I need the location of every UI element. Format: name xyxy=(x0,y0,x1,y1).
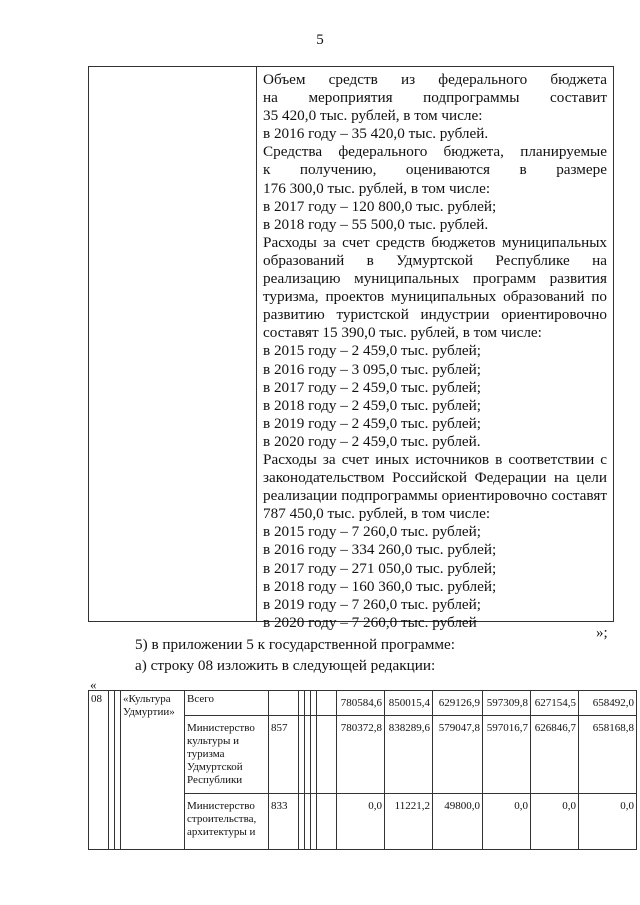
budget-line: 35 420,0 тыс. рублей, в том числе: xyxy=(263,107,483,125)
opening-quote: « xyxy=(90,677,97,692)
value-cell: 658492,0 xyxy=(579,691,637,716)
budget-line: развитию туристской индустрии ориентировочно xyxy=(263,306,607,324)
value-cell: 629126,9 xyxy=(433,691,483,716)
value-cell: 579047,8 xyxy=(433,716,483,794)
value-cell: 0,0 xyxy=(483,794,531,850)
code-cell: 08 xyxy=(89,691,109,850)
budget-line: в 2015 году – 2 459,0 тыс. рублей; xyxy=(263,342,481,360)
gr-cell: 857 xyxy=(269,716,299,794)
table-divider xyxy=(256,67,257,621)
budget-line: на мероприятия подпрограммы составит xyxy=(263,89,607,107)
empty-cell xyxy=(317,716,337,794)
value-cell: 780372,8 xyxy=(337,716,385,794)
budget-line: в 2017 году – 271 050,0 тыс. рублей; xyxy=(263,559,497,577)
closing-quote: »; xyxy=(596,625,608,641)
value-cell: 0,0 xyxy=(579,794,637,850)
item-a-text: а) строку 08 изложить в следующей редакции: xyxy=(135,657,436,674)
budget-line: образований в Удмуртской Республике на xyxy=(263,251,607,269)
org-cell: Министерство культуры и туризма Удмуртской Республики xyxy=(185,716,269,794)
value-cell: 597309,8 xyxy=(483,691,531,716)
value-cell: 850015,4 xyxy=(385,691,433,716)
value-cell: 780584,6 xyxy=(337,691,385,716)
budget-line: в 2017 году – 120 800,0 тыс. рублей; xyxy=(263,197,497,215)
budget-line: в 2020 году – 2 459,0 тыс. рублей. xyxy=(263,432,481,450)
budget-line: в 2016 году – 334 260,0 тыс. рублей; xyxy=(263,541,497,559)
value-cell: 838289,6 xyxy=(385,716,433,794)
budget-line: в 2016 году – 3 095,0 тыс. рублей; xyxy=(263,360,481,378)
budget-line: Расходы за счет средств бюджетов муниципальных xyxy=(263,233,607,251)
budget-line: в 2017 году – 2 459,0 тыс. рублей; xyxy=(263,378,481,396)
value-cell: 11221,2 xyxy=(385,794,433,850)
budget-line: к получению, оцениваются в размере xyxy=(263,161,607,179)
budget-text xyxy=(263,71,607,632)
budget-line: 787 450,0 тыс. рублей, в том числе: xyxy=(263,505,491,523)
empty-cell xyxy=(317,794,337,850)
org-cell: Министерство строительства, архитектуры и xyxy=(185,794,269,850)
gr-cell xyxy=(269,691,299,716)
budget-line: туризма, проектов муниципальных образований по xyxy=(263,288,607,306)
value-cell: 626846,7 xyxy=(531,716,579,794)
budget-line: 176 300,0 тыс. рублей, в том числе: xyxy=(263,179,491,197)
budget-line: в 2019 году – 7 260,0 тыс. рублей; xyxy=(263,595,481,613)
budget-line: Средства федерального бюджета, планируемые xyxy=(263,143,607,161)
empty-cell xyxy=(317,691,337,716)
table-row xyxy=(89,691,637,716)
value-cell: 0,0 xyxy=(531,794,579,850)
program-name-cell: «Культура Удмуртии» xyxy=(121,691,185,850)
budget-table xyxy=(88,66,614,631)
budget-line: в 2020 году – 7 260,0 тыс. рублей xyxy=(263,613,477,631)
gr-cell: 833 xyxy=(269,794,299,850)
page-number: 5 xyxy=(316,32,324,48)
value-cell: 658168,8 xyxy=(579,716,637,794)
budget-line: законодательством Российской Федерации на цели xyxy=(263,469,607,487)
budget-line: Объем средств из федерального бюджета xyxy=(263,71,607,88)
org-cell: Всего xyxy=(185,691,269,716)
value-cell: 0,0 xyxy=(337,794,385,850)
budget-line: составят 15 390,0 тыс. рублей, в том числе: xyxy=(263,324,542,342)
budget-line: в 2015 году – 7 260,0 тыс. рублей; xyxy=(263,523,481,541)
budget-line: в 2016 году – 35 420,0 тыс. рублей. xyxy=(263,125,489,143)
budget-line: реализацию муниципальных программ развития xyxy=(263,270,607,288)
budget-line: Расходы за счет иных источников в соответствии с xyxy=(263,450,607,468)
budget-line: в 2018 году – 2 459,0 тыс. рублей; xyxy=(263,396,481,414)
value-cell: 597016,7 xyxy=(483,716,531,794)
budget-line: реализации подпрограммы ориентировочно составят xyxy=(263,487,607,505)
budget-line: в 2018 году – 160 360,0 тыс. рублей; xyxy=(263,577,497,595)
value-cell: 49800,0 xyxy=(433,794,483,850)
budget-line: в 2019 году – 2 459,0 тыс. рублей; xyxy=(263,414,481,432)
item-5-text: 5) в приложении 5 к государственной программе: xyxy=(135,636,455,653)
row-08-table xyxy=(88,690,637,850)
budget-line: в 2018 году – 55 500,0 тыс. рублей. xyxy=(263,215,489,233)
value-cell: 627154,5 xyxy=(531,691,579,716)
